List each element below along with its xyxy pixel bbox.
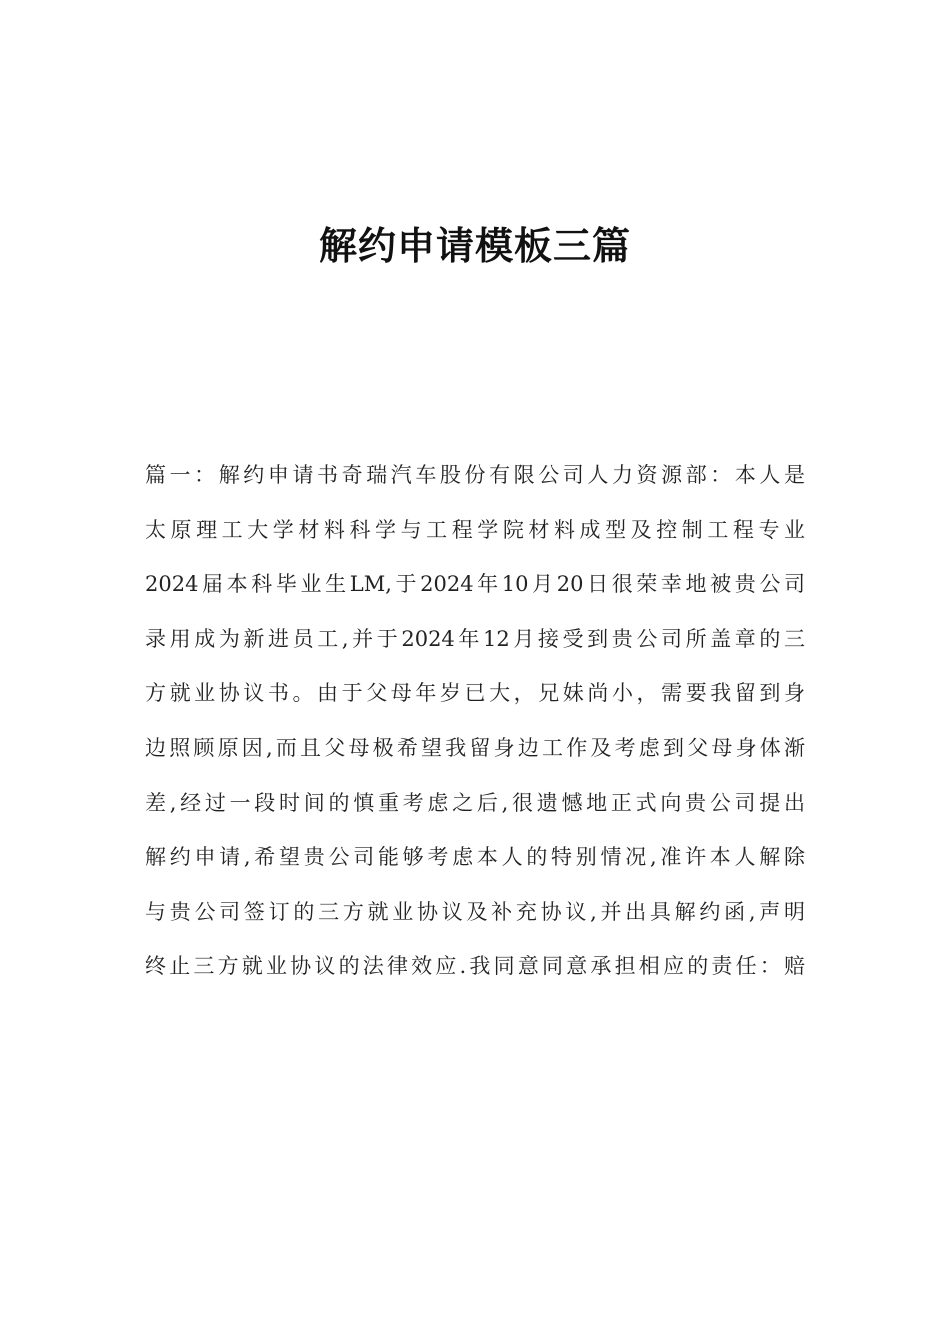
document-body <box>145 452 805 998</box>
document-title: 解约申请模板三篇 <box>318 224 631 268</box>
body-line: 太原理工大学材料科学与工程学院材料成型及控制工程专业 <box>145 517 805 542</box>
body-line: 终止三方就业协议的法律效应.我同意同意承担相应的责任：赔 <box>145 954 805 979</box>
body-line: 方就业协议书。由于父母年岁已大，兄妹尚小，需要我留到身 <box>145 681 805 706</box>
body-line: 与贵公司签订的三方就业协议及补充协议,并出具解约函,声明 <box>145 899 805 924</box>
body-line: 2024届本科毕业生LM,于2024年10月20日很荣幸地被贵公司 <box>145 572 805 597</box>
body-line: 边照顾原因,而且父母极希望我留身边工作及考虑到父母身体渐 <box>145 735 805 760</box>
body-line: 差,经过一段时间的慎重考虑之后,很遗憾地正式向贵公司提出 <box>145 790 805 815</box>
body-line: 录用成为新进员工,并于2024年12月接受到贵公司所盖章的三 <box>145 626 805 651</box>
body-line: 篇一：解约申请书奇瑞汽车股份有限公司人力资源部：本人是 <box>145 463 805 487</box>
body-line: 解约申请,希望贵公司能够考虑本人的特别情况,准许本人解除 <box>145 845 805 870</box>
